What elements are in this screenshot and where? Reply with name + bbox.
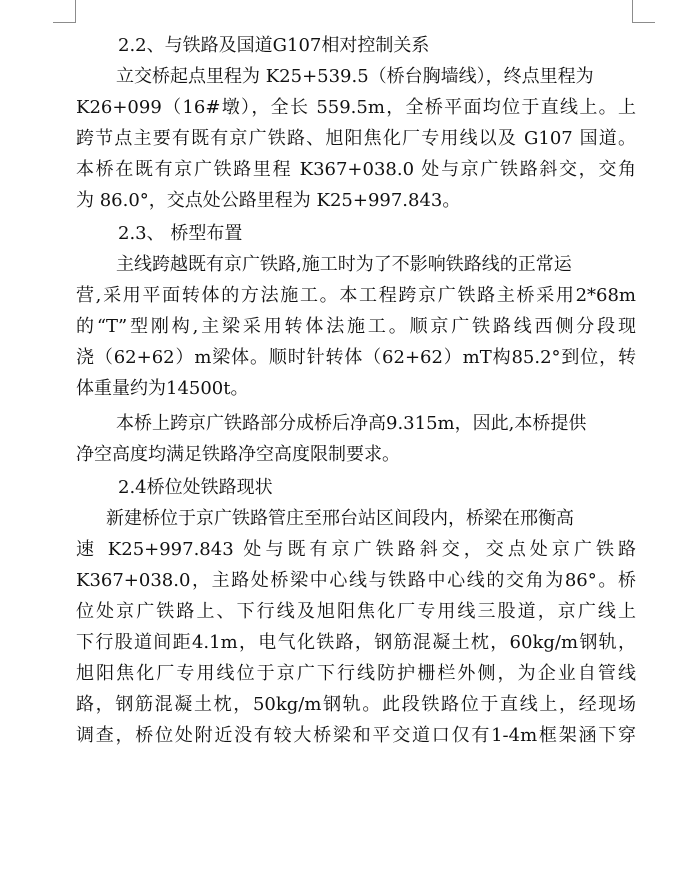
paragraph-line: 本桥上跨京广铁路部分成桥后净高9.315m，因此,本桥提供 [116,413,587,434]
section-heading-2-4: 2.4桥位处铁路现状 [118,477,273,498]
paragraph-line: K367+038.0，主路处桥梁中心线与铁路中心线的交角为86°。桥 [76,570,636,591]
paragraph-line: 浇（62+62）m梁体。顺时针转体（62+62）mT构85.2°到位，转 [76,347,636,368]
paragraph-line: 体重量约为14500t。 [76,378,249,399]
paragraph-line: 位处京广铁路上、下行线及旭阳焦化厂专用线三股道，京广线上 [76,601,636,622]
paragraph-line: 本桥在既有京广铁路里程 K367+038.0 处与京广铁路斜交，交角 [76,159,636,180]
crop-mark-top-left [53,0,76,23]
paragraph-line: 下行股道间距4.1m，电气化铁路，钢筋混凝土枕，60kg/m钢轨， [76,632,636,653]
paragraph-line: 调查，桥位处附近没有较大桥梁和平交道口仅有1-4m框架涵下穿 [76,725,636,746]
section-heading-2-2: 2.2、与铁路及国道G107相对控制关系 [118,35,430,56]
paragraph-line: 立交桥起点里程为 K25+539.5（桥台胸墙线），终点里程为 [116,66,594,87]
paragraph-line: K26+099（16#墩），全长 559.5m，全桥平面均位于直线上。上 [76,97,636,118]
paragraph-line: 旭阳焦化厂专用线位于京广下行线防护栅栏外侧，为企业自管线 [76,663,636,684]
paragraph-line: 速 K25+997.843 处与既有京广铁路斜交，交点处京广铁路 [76,539,636,560]
document-body [76,30,636,751]
paragraph-line: 为 86.0°，交点处公路里程为 K25+997.843。 [76,190,461,211]
paragraph-line: 营,采用平面转体的方法施工。本工程跨京广铁路主桥采用2*68m [76,285,636,306]
paragraph-line: 路，钢筋混凝土枕，50kg/m钢轨。此段铁路位于直线上，经现场 [76,694,636,715]
paragraph-line: 新建桥位于京广铁路管庄至邢台站区间段内，桥梁在邢衡高 [106,508,574,529]
paragraph-line: 净空高度均满足铁路净空高度限制要求。 [76,444,400,465]
paragraph-line: 跨节点主要有既有京广铁路、旭阳焦化厂专用线以及 G107 国道。 [76,128,636,149]
page-bottom-edge [0,872,681,877]
paragraph-line: 的“T”型刚构,主梁采用转体法施工。顺京广铁路线西侧分段现 [76,316,636,337]
crop-mark-top-right [632,0,655,23]
section-heading-2-3: 2.3、 桥型布置 [118,223,243,244]
paragraph-line: 主线跨越既有京广铁路,施工时为了不影响铁路线的正常运 [116,254,572,275]
